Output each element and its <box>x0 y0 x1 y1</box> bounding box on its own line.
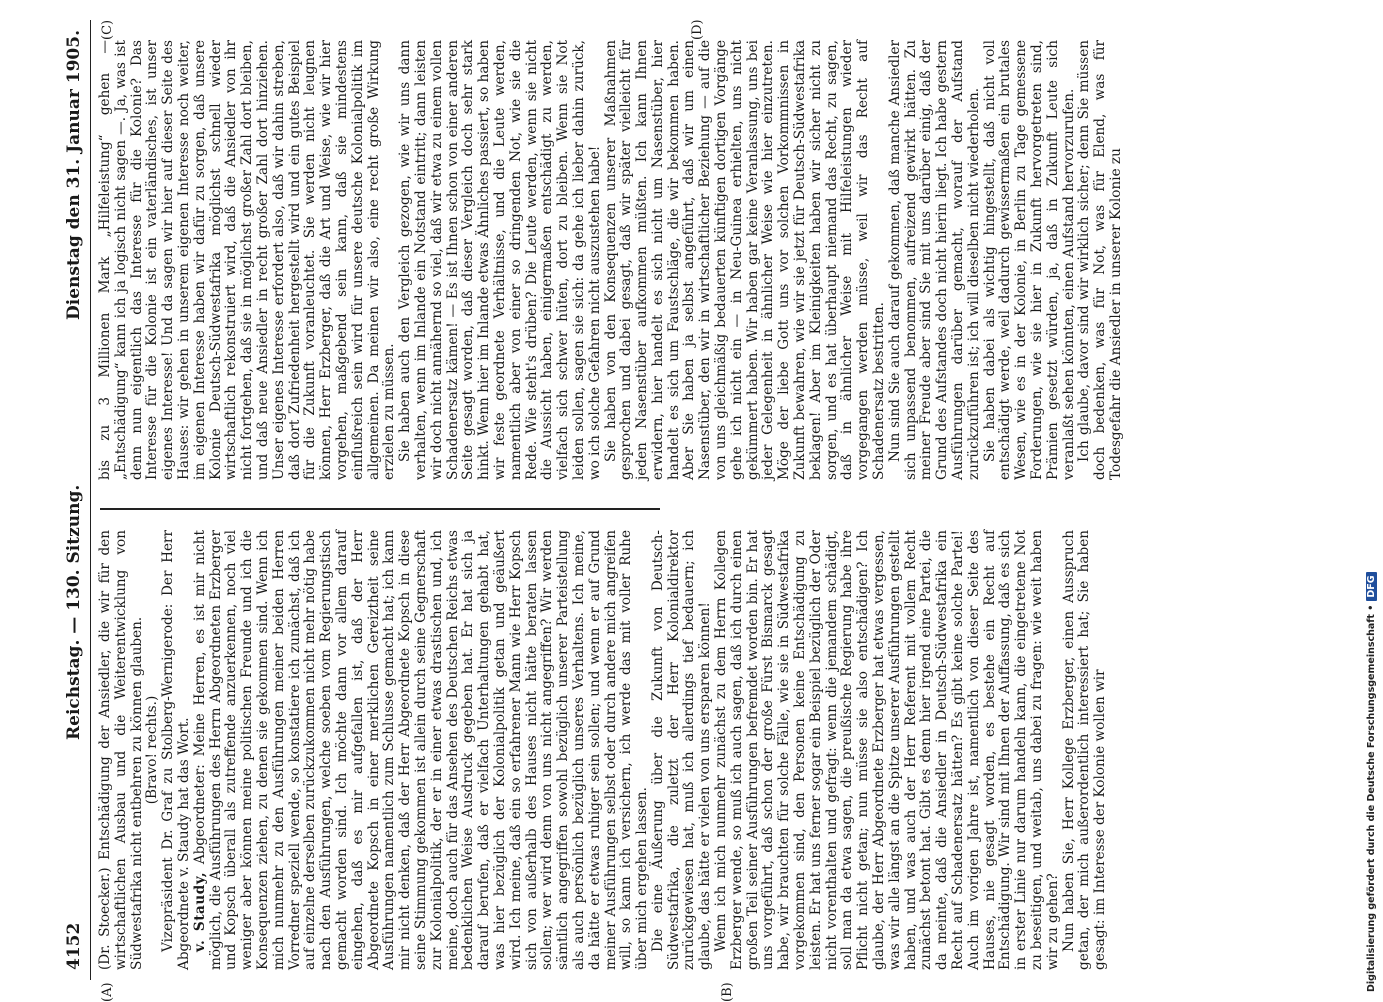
speaker-name: v. Staudy, <box>191 871 208 952</box>
document-page <box>60 19 1300 1002</box>
paragraph: bis zu 3 Millionen Mark „Hilfeleistung“ gehen — „Entschädigung“ kann ich ja logisch nicht sagen —. Ja, was ist denn nun eigentlich das Interesse für die Kolonie? Das Interesse für die Kolonie ist ein vaterländisches, ist unser eigenes Interesse! Und da sagen wir hier auf dieser Seite des Hauses: wir gehen in unserem eigenen Interesse noch weiter, im eigenen Interesse haben wir dafür zu sorgen, daß unsere Kolonie Deutsch-Südwestafrika möglichst schnell wieder wirtschaftlich rekonstruiert wird, daß die Ansiedler von ihr nicht fortgehen, daß sie in möglichst großer Zahl dort bleiben, und daß neue Ansiedler in recht großer Zahl dort hinziehen. Unser eigenes Interesse erfordert also, daß wir dahin streben, daß dort Zufriedenheit hergestellt wird und ein gutes Beispiel für die Zukunft voranleuchtet. Sie werden nicht leugnen können, Herr Erzberger, daß die Art und Weise, wie wir hier vorgehen, maßgebend sein kann, daß sie mindestens einflußreich sein wird für unsere deutsche Kolonialpolitik im allgemeinen. Da meinen wir also, eine recht große Wirkung erzielen zu müssen. <box>97 40 398 480</box>
margin-marker-a: (A) <box>100 982 115 1002</box>
dfg-logo: DFG <box>1366 572 1377 600</box>
margin-marker-d: (D) <box>690 19 705 40</box>
page-number: 4152 <box>64 922 84 970</box>
paragraph: Die eine Äußerung über die Zukunft von Deutsch-Südwestafrika, die zuletzt der Herr Kolonialdirektor zurückgewiesen hat, muß ich allerdings tief bedauern; ich glaube, das hätte er vielen von uns ersparen können! <box>649 530 714 970</box>
paragraph: Sie haben dabei als wichtig hingestellt, daß nicht voll entschädigt werde, weil dadurch gewissermaßen ein brutales Wesen, wie es in der Kolonie, in Berlin zu Tage gemessene Forderungen, wie sie hier in Zukunft hervorgetreten sind, Prämien gesetzt würden, ja, daß in Zukunft Leute sich veranlaßt sehen könnten, einen Aufstand hervorzurufen. <box>981 40 1077 480</box>
page-header <box>60 20 91 980</box>
credit-text: Digitalisierung gefördert durch die Deutsche Forschungsgemeinschaft • <box>1366 604 1377 992</box>
paragraph: (Dr. Stoecker.) Entschädigung der Ansiedler, die wir für den wirtschaftlichen Ausbau und die Weiterentwicklung von Südwestafrika nicht entbehren zu können glauben. <box>97 530 145 970</box>
right-column <box>98 40 1125 480</box>
speech-text: Abgeordneter: Meine Herren, es ist mir nicht möglich, die Ausführungen des Herrn Abgeordneten Erzberger und Kopsch überall als zutreffende anzuerkennen, noch viel weniger aber können meine politischen Freunde und ich die Konsequenzen ziehen, zu denen sie gekommen sind. Wenn ich mich nunmehr zu den Ausführungen meiner beiden Herren Vorredner speziell wende, so konstatiere ich zunächst, daß ich auf einzelne derselben zurückzukommen nicht mehr nötig habe nach den Ausführungen, welche soeben vom Regierungstisch gemacht worden sind. Ich möchte dann vor allem darauf eingehen, daß es mir aufgefallen ist, daß der Herr Abgeordnete Kopsch in einer merklichen Gereiztheit seine Ausführungen namentlich zum Schlusse gemacht hat; ich kann mir nicht denken, daß der Herr Abgeordnete Kopsch in diese seine Stimmung gekommen ist allein durch seine Gegnerschaft zur Kolonialpolitik, der er in einer etwas drastischen und, ich meine, doch auch für das Ansehen des Deutschen Reichs etwas bedenklichen Weise Ausdruck gegeben hat. Er hat sich ja darauf berufen, daß er vielfach Unterhaltungen gehabt hat, was hier bezüglich der Kolonialpolitik getan und geäußert wird. Ich meine, daß ein so erfahrener Mann wie Herr Kopsch sich von außerhalb des Hauses nicht hätte beraten lassen sollen; wer wird denn von uns nicht angegriffen? Wir werden sämtlich angegriffen sowohl bezüglich unserer Parteistellung als auch persönlich bezüglich unseres Verhaltens. Ich meine, da hätte er etwas ruhiger sein sollen; und wenn er auf Grund meiner Ausführungen selbst oder durch andere mich angreifen will, so kann ich versichern, ich werde das mit voller Ruhe über mich ergehen lassen. <box>191 530 651 970</box>
paragraph: Wenn ich mich nunmehr zunächst zu dem Herrn Kollegen Erzberger wende, so muß ich auch sagen, daß ich durch einen großen Teil seiner Ausführungen befremdet worden bin. Er hat uns vorgeführt, daß schon der große Fürst Bismarck gesagt habe, wir brauchten für solche Fälle, wie sie in Südwestafrika vorgekommen sind, den Personen keine Entschädigung zu leisten. Er hat uns ferner sogar ein Beispiel bezüglich der Oder nicht vorenthalten und gefragt: wenn die jemandem schädigt, soll man da etwa sagen, die preußische Regierung habe ihre Pflicht nicht getan; nun müsse sie also entschädigen? Ich glaube, der Herr Abgeordnete Erzberger hat etwas vergessen, was wir alle längst an die Spitze unserer Ausführungen gestellt haben, und was auch der Herr Referent mit vollem Recht zunächst betont hat. Gibt es denn hier irgend eine Partei, die da meinte, daß die Ansiedler in Deutsch-Südwestafrika ein Recht auf Schadenersatz hätten? Es gibt keine solche Partei! Auch im vorigen Jahre ist, namentlich von dieser Seite des Hauses, nie gesagt worden, es bestehe ein Recht auf Entschädigung. Wir sind mit Ihnen der Auffassung, daß es sich in erster Linie nur darum handeln kann, die eingetretene Not zu beseitigen, und weitab, uns dabei zu fragen: wie weit haben wir zu gehen? <box>713 530 1061 970</box>
column-divider <box>100 509 660 511</box>
paragraph: Vizepräsident Dr. Graf zu Stolberg-Wernigerode: Der Herr Abgeordnete v. Staudy hat das Wort. <box>160 530 192 970</box>
paragraph: Sie haben auch den Vergleich gezogen, wie wir uns dann verhalten, wenn im Inlande ein Notstand eintritt; dann leisten wir doch nicht annähernd so viel, daß wir etwa zu einem vollen Schadenersatz kämen! — Es ist Ihnen schon von einer anderen Seite gesagt worden, daß dieser Vergleich doch sehr stark hinkt. Wenn hier im Inlande etwas Ähnliches passiert, so haben wir feste geordnete Verhältnisse, und die Leute werden, namentlich aber von einer so dringenden Not, wie sie die Rede. Wie steht's drüben? Die Leute werden, wenn sie nicht die Aussicht haben, einigermaßen entschädigt zu werden, vielfach sich schwer hüten, dort zu bleiben. Wenn sie Not leiden sollen, sagen sie sich: da gehe ich lieber dahin zurück, wo ich solche Gefahren nicht auszustehen habe! <box>397 40 603 480</box>
margin-marker-c: (C) <box>100 19 115 40</box>
paragraph: Nun sind Sie auch darauf gekommen, daß manche Ansiedler sich unpassend benommen, aufreizend gewirkt hätten. Zu meiner Freude aber sind Sie mit uns darüber einig, daß der Grund des Aufstandes doch nicht hierin liegt. Ich habe gestern Ausführungen darüber gemacht, worauf der Aufstand zurückzuführen ist; ich will dieselben nicht wiederholen. <box>886 40 982 480</box>
session-title: Reichstag. — 130. Sitzung. <box>64 484 84 740</box>
paragraph <box>193 530 651 970</box>
paragraph: Sie haben von den Konsequenzen unserer Maßnahmen gesprochen und dabei gesagt, daß wir später vielleicht für jeden Nasenstüber aufkommen müßten. Ich kann Ihnen erwidern, hier handelt es sich nicht um Nasenstüber, hier handelt es sich um Faustschläge, die wir bekommen haben. Aber Sie haben ja selbst angeführt, daß wir um einen Nasenstüber, den wir in wirtschaftlicher Beziehung — auf die von uns gleichmäßig bedauerten künftigen dortigen Vorgänge gehe ich nicht ein — in Neu-Guinea erhielten, uns nicht gekümmert haben. Wir haben gar keine Veranlassung, uns bei jeder Gelegenheit in ähnlicher Weise wie hier einzutreten. Möge der liebe Gott uns vor solchen Vorkommnissen in Zukunft bewahren, wie wir sie jetzt für Deutsch-Südwestafrika beklagen! Aber im Kleinigkeiten haben wir sicher nicht zu sorgen, und es hat überhaupt niemand das Recht, zu sagen, daß in ähnlicher Weise mit Hilfeleistungen wieder vorgegangen werden müsse, weil wir das Recht auf Schadenersatz bestritten. <box>602 40 888 480</box>
applause-note: (Bravo! rechts.) <box>144 695 161 805</box>
session-date: Dienstag den 31. Januar 1905. <box>64 30 84 320</box>
margin-marker-b: (B) <box>720 982 735 1002</box>
digitization-credit <box>1366 572 1377 992</box>
left-column <box>98 530 1109 970</box>
paragraph: Nun haben Sie, Herr Kollege Erzberger, einen Ausspruch getan, der mich außerordentlich interessiert hat; Sie haben gesagt: im Interesse der Kolonie wollen wir <box>1060 530 1109 970</box>
paragraph: Ich glaube, davor sind wir wirklich sicher; denn Sie müssen doch bedenken, was für Not, was für Elend, was für Todesgefahr die Ansiedler in unserer Kolonie zu <box>1076 40 1124 480</box>
